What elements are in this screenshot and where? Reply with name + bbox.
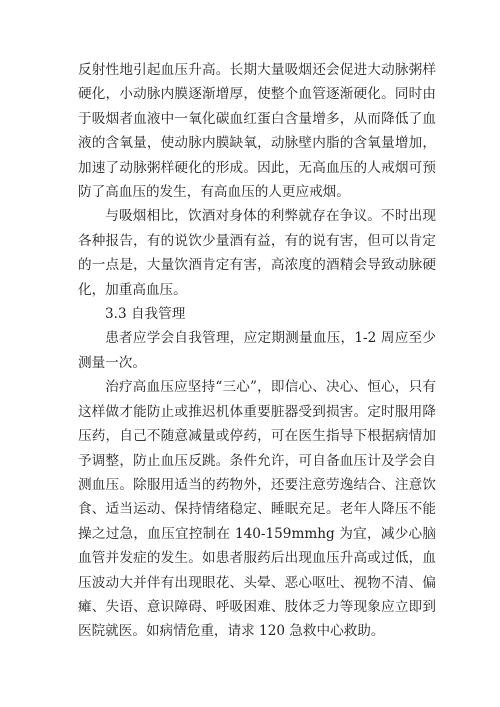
section-heading-self-management: 3.3 自我管理 <box>105 306 186 323</box>
paragraph-drinking: 与吸烟相比，饮酒对身体的利弊就存在争议。不时出现各种报告，有的说饮少量酒有益，有的说有害，但可以肯定的一点是，大量饮酒肯定有害，高浓度的酒精会导致动脉硬化，加重高血压。 <box>78 208 436 298</box>
document-page <box>78 58 436 644</box>
paragraph-treatment-guidance: 治疗高血压应坚持“三心”，即信心、决心、恒心，只有这样做才能防止或推迟机体重要脏器受到损害。定时服用降压药，自己不随意减量或停药，可在医生指导下根据病情加予调整，防止血压反跳。条件允许，可自备血压计及学会自测血压。除服用适当的药物外，还要注意劳逸结合、注意饮食、适当运动、保持情绪稳定、睡眠充足。老年人降压不能操之过急，血压宜控制在 140-159mmhg 为宜，减少心脑血管并发症的发生。如患者服药后出现血压升高或过低，血压波动大并伴有出现眼花、头晕、恶心呕吐、视物不清、偏瘫、失语、意识障碍、呼吸困难、肢体乏力等现象应立即到医院就医。如病情危重，请求 120 急救中心救助。 <box>78 379 436 640</box>
paragraph-smoking-effects: 反射性地引起血压升高。长期大量吸烟还会促进大动脉粥样硬化，小动脉内膜逐渐增厚，使整个血管逐渐硬化。同时由于吸烟者血液中一氧化碳血红蛋白含量增多，从而降低了血液的含氧量，使动脉内膜缺氧，动脉壁内脂的含氧量增加，加速了动脉粥样硬化的形成。因此，无高血压的人戒烟可预防了高血压的发生，有高血压的人更应戒烟。 <box>78 62 436 201</box>
paragraph-blood-pressure-monitoring: 患者应学会自我管理，应定期测量血压，1-2 周应至少测量一次。 <box>78 330 436 371</box>
